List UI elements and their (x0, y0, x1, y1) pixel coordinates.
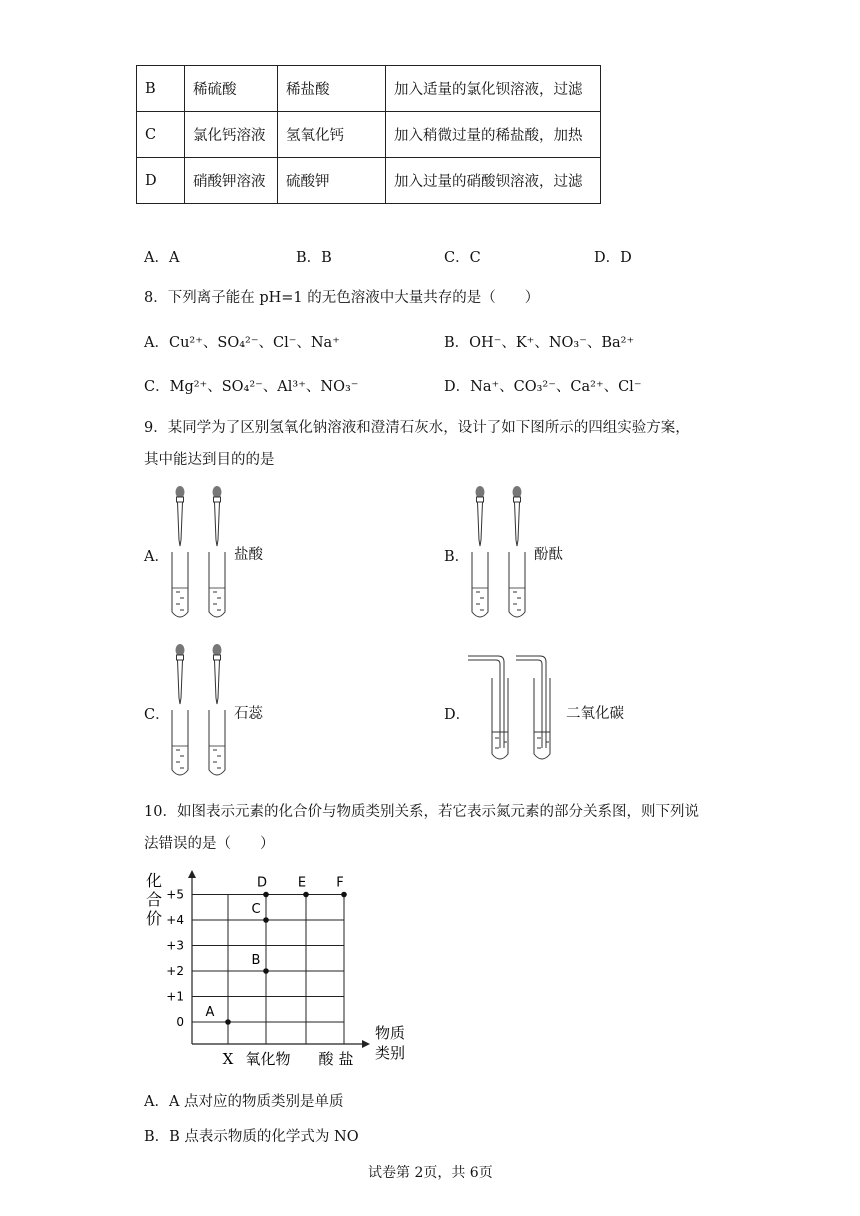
table-row (137, 112, 601, 158)
table-cell: 稀硫酸 (185, 66, 278, 112)
x-tick-label: 酸 (318, 1050, 334, 1068)
q9-stem-line1: 9．某同学为了区别氢氧化钠溶液和澄清石灰水，设计了如下图所示的四组实验方案， (144, 420, 690, 436)
q8-option-a[interactable] (144, 331, 340, 352)
test-tube-icon (209, 710, 225, 775)
q9-option-a-letter[interactable]: A． (144, 549, 169, 565)
data-point (303, 892, 309, 898)
option-letter: D． (444, 379, 471, 395)
dropper-tubes-b-illustration (460, 484, 540, 624)
table-cell: B (137, 66, 185, 112)
y-tick-label: +3 (166, 938, 184, 953)
dropper-tubes-a-illustration (160, 484, 240, 624)
test-tube-icon (209, 552, 225, 617)
point-label: F (336, 875, 344, 891)
q9-option-d-letter[interactable]: D． (444, 707, 471, 723)
table-cell: 硫酸钾 (278, 158, 386, 204)
y-axis-arrow (188, 870, 196, 878)
q7-option-b[interactable]: B．B (296, 250, 332, 266)
dropper-icon (176, 644, 185, 704)
table-cell: C (137, 112, 185, 158)
x-tick-label: X (222, 1050, 234, 1068)
x-axis-label: 类别 (374, 1044, 406, 1062)
ion-list: Cu²⁺、SO₄²⁻、Cl⁻、Na⁺ (168, 335, 340, 351)
q9-reagent-a: 盐酸 (234, 547, 263, 563)
point-label: B (251, 953, 261, 968)
dropper-icon (213, 644, 222, 704)
data-point (225, 1019, 231, 1025)
q9-reagent-d: 二氧化碳 (566, 706, 624, 722)
gas-tubes-d-illustration (468, 650, 568, 770)
table-cell: 加入过量的硝酸钡溶液，过滤 (386, 158, 601, 204)
q9-option-b-letter[interactable]: B． (444, 549, 470, 565)
data-point (263, 917, 269, 923)
y-tick-label: +4 (166, 913, 184, 927)
test-tube-icon (172, 710, 188, 775)
dropper-tubes-c-illustration (160, 642, 240, 782)
table-row (137, 158, 601, 204)
y-axis-label: 化 (145, 871, 163, 890)
point-label: A (205, 1005, 215, 1020)
dropper-icon (213, 486, 222, 546)
y-tick-label: 0 (176, 1015, 184, 1029)
ion-list: OH⁻、K⁺、NO₃⁻、Ba²⁺ (469, 335, 635, 351)
q8-option-d[interactable] (444, 375, 641, 396)
page-footer: 试卷第 2页，共 6页 (368, 1165, 493, 1181)
data-point (263, 968, 269, 974)
x-tick-label: 盐 (338, 1050, 354, 1068)
y-tick-label: +1 (166, 989, 184, 1004)
point-label: E (297, 875, 307, 891)
q10-option-a[interactable]: A．A 点对应的物质类别是单质 (144, 1094, 344, 1110)
table-cell: 氯化钙溶液 (185, 112, 278, 158)
x-tick-label: 氧化物 (245, 1050, 291, 1068)
q7-option-a[interactable]: A．A (144, 250, 180, 266)
q8-stem: 8．下列离子能在 pH=1 的无色溶液中大量共存的是（ ） (144, 290, 540, 306)
test-tube-icon (509, 552, 525, 617)
dropper-icon (476, 486, 485, 546)
q8-option-c[interactable] (144, 375, 358, 396)
table-cell: 加入稍微过量的稀盐酸，加热 (386, 112, 601, 158)
data-point (263, 892, 269, 898)
dropper-icon (513, 486, 522, 546)
option-letter: B． (444, 335, 470, 351)
y-tick-label: +2 (166, 964, 184, 978)
option-letter: C． (144, 379, 170, 395)
point-label: D (256, 875, 268, 891)
ion-list: Na⁺、CO₃²⁻、Ca²⁺、Cl⁻ (470, 379, 642, 395)
q10-option-b[interactable]: B．B 点表示物质的化学式为 NO (144, 1129, 359, 1145)
q10-stem-line1: 10．如图表示元素的化合价与物质类别关系，若它表示氮元素的部分关系图，则下列说 (144, 804, 699, 820)
y-axis-label: 合 (145, 890, 163, 909)
q7-option-d[interactable]: D．D (594, 250, 632, 266)
q7-option-c[interactable]: C．C (444, 250, 481, 266)
table-cell: D (137, 158, 185, 204)
y-tick-label: +5 (166, 887, 184, 902)
q9-reagent-c: 石蕊 (234, 706, 263, 722)
ion-list: Mg²⁺、SO₄²⁻、Al³⁺、NO₃⁻ (169, 379, 359, 395)
data-point (341, 892, 347, 898)
table-cell: 稀盐酸 (278, 66, 386, 112)
q8-option-b[interactable] (444, 331, 634, 352)
option-letter: A． (144, 335, 169, 351)
table-cell: 硝酸钾溶液 (185, 158, 278, 204)
dropper-icon (176, 486, 185, 546)
table-row (137, 66, 601, 112)
x-axis-label: 物质 (374, 1024, 406, 1042)
test-tube-icon (172, 552, 188, 617)
valence-chart (140, 866, 420, 1076)
q9-option-c-letter[interactable]: C． (144, 707, 170, 723)
table-cell: 加入适量的氯化钡溶液，过滤 (386, 66, 601, 112)
test-tube-icon (472, 552, 488, 617)
option-table (136, 65, 601, 204)
q10-stem-line2: 法错误的是（ ） (144, 836, 275, 852)
x-axis-arrow (362, 1040, 370, 1048)
point-label: C (251, 902, 261, 917)
table-cell: 氢氧化钙 (278, 112, 386, 158)
q9-stem-line2: 其中能达到目的的是 (144, 452, 275, 468)
y-axis-label: 价 (145, 909, 163, 928)
delivery-tube-icon (468, 656, 504, 748)
q9-reagent-b: 酚酞 (534, 547, 563, 563)
